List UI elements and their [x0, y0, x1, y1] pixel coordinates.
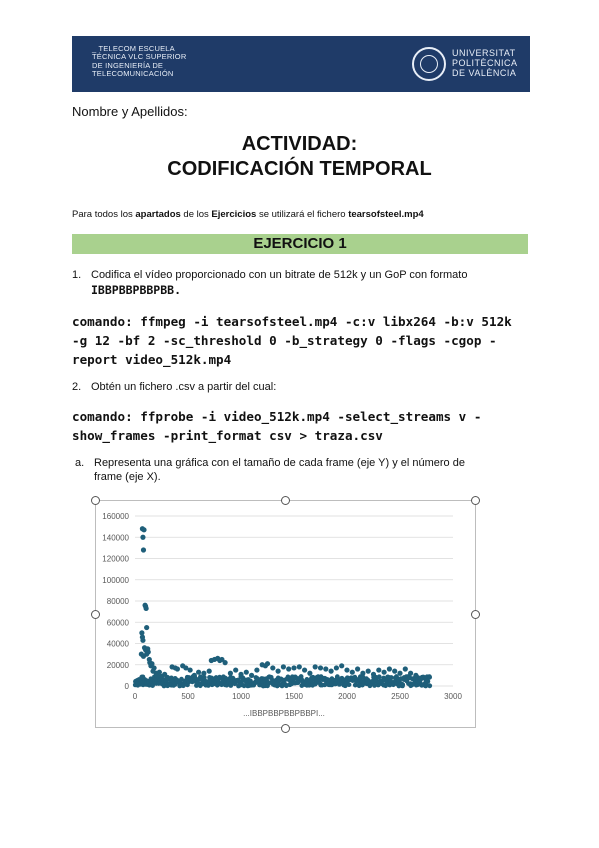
resize-handle[interactable]: [471, 610, 480, 619]
item-number: 1.: [72, 269, 82, 281]
data-point: [408, 671, 413, 676]
data-point: [419, 676, 424, 681]
intro-part: se utilizará el fichero: [256, 209, 349, 220]
y-tick-label: 120000: [102, 554, 129, 564]
chart-frame[interactable]: [95, 500, 476, 728]
exercise-heading: EJERCICIO 1: [72, 234, 528, 254]
command1-line: -g 12 -bf 2 -sc_threshold 0 -b_strategy 0 -flags -cgop -: [72, 333, 497, 348]
command1-line: report video_512k.mp4: [72, 352, 232, 367]
data-point: [307, 671, 312, 676]
activity-title: ACTIVIDAD:: [241, 133, 358, 155]
y-tick-label: 80000: [106, 597, 129, 606]
data-point: [291, 665, 296, 670]
resize-handle[interactable]: [91, 610, 100, 619]
data-point: [339, 663, 344, 668]
item-a-text: Representa una gráfica con el tamaño de cada frame (eje Y) y el número de: [94, 457, 465, 469]
data-point: [140, 638, 145, 643]
data-point: [347, 682, 352, 687]
resize-handle[interactable]: [91, 496, 100, 505]
item2-text: Obtén un fichero .csv a partir del cual:: [91, 381, 277, 393]
data-point: [377, 674, 382, 679]
data-point: [382, 670, 387, 675]
command2-line: comando: ffprobe -i video_512k.mp4 -select_streams v -: [72, 409, 482, 424]
resize-handle[interactable]: [471, 496, 480, 505]
y-tick-label: 40000: [106, 639, 129, 649]
data-point: [313, 664, 318, 669]
y-tick-label: 140000: [102, 533, 129, 543]
telecom-line: TÉCNICA VLC SUPERIOR: [92, 52, 187, 62]
telecom-logo-text: [92, 45, 186, 79]
data-point: [244, 670, 249, 675]
data-point: [334, 665, 339, 670]
data-point: [207, 669, 212, 674]
x-tick-label: 500: [181, 692, 195, 701]
data-point: [355, 666, 360, 671]
activity-subtitle: CODIFICACIÓN TEMPORAL: [167, 158, 432, 180]
data-point: [238, 672, 243, 677]
data-point: [413, 673, 418, 678]
data-point: [270, 665, 275, 670]
telecom-line: TELECOMUNICACIÓN: [92, 69, 174, 79]
data-point: [144, 606, 149, 611]
data-point: [188, 667, 193, 672]
data-point: [265, 661, 270, 666]
data-point: [318, 665, 323, 670]
data-point: [223, 660, 228, 665]
item-letter: a.: [75, 457, 85, 469]
data-point: [350, 670, 355, 675]
upv-line: UNIVERSITAT: [452, 48, 516, 58]
x-tick-label: 1500: [285, 692, 303, 701]
upv-seal-icon: [412, 47, 446, 81]
data-point: [254, 667, 259, 672]
data-point: [175, 666, 180, 671]
item-a-text: frame (eje X).: [94, 471, 161, 483]
data-point: [366, 669, 371, 674]
data-point: [144, 625, 149, 630]
data-point: [286, 666, 291, 671]
x-tick-label: 1000: [232, 692, 250, 701]
intro-bold: tearsofsteel.mp4: [348, 209, 424, 220]
data-point: [276, 669, 281, 674]
item1-text: Codifica el vídeo proporcionado con un bitrate de 512k y un GoP con formato: [91, 269, 468, 281]
intro-part: de los: [180, 209, 212, 220]
data-point: [397, 671, 402, 676]
command1-line: comando: ffmpeg -i tearsofsteel.mp4 -c:v libx264 -b:v 512k: [72, 314, 512, 329]
data-point: [424, 678, 429, 683]
x-tick-label: 2500: [391, 692, 409, 701]
data-point: [281, 664, 286, 669]
data-point: [151, 665, 156, 670]
data-point: [376, 667, 381, 672]
data-point: [141, 527, 146, 532]
telecom-line: _ TELECOM ESCUELA: [92, 44, 175, 53]
data-point: [323, 666, 328, 671]
y-tick-label: 60000: [106, 618, 129, 628]
intro-bold: Ejercicios: [211, 209, 257, 220]
data-point: [427, 683, 432, 688]
resize-handle[interactable]: [281, 496, 290, 505]
intro-text: [72, 209, 424, 220]
y-tick-label: 0: [124, 682, 129, 691]
data-point: [392, 669, 397, 674]
name-label: Nombre y Apellidos:: [72, 104, 188, 119]
upv-logo-text: [452, 48, 518, 78]
data-point: [389, 675, 394, 680]
x-axis-label: ...IBBPBBPBBPBBPI...: [243, 709, 325, 718]
data-point: [141, 547, 146, 552]
data-point: [146, 649, 151, 654]
data-point: [360, 671, 365, 676]
y-tick-label: 20000: [106, 660, 129, 670]
x-tick-label: 3000: [444, 692, 462, 701]
scatter-chart: [95, 500, 476, 728]
data-point: [164, 675, 169, 680]
upv-line: DE VALÈNCIA: [452, 68, 517, 78]
telecom-line: DE INGENIERÍA DE: [92, 60, 164, 70]
data-point: [196, 670, 201, 675]
intro-bold: apartados: [135, 209, 181, 220]
data-point: [329, 669, 334, 674]
x-tick-label: 0: [132, 692, 138, 701]
data-point: [297, 664, 302, 669]
data-point: [228, 671, 233, 676]
y-tick-label: 160000: [102, 512, 129, 521]
data-point: [344, 667, 349, 672]
data-point: [387, 666, 392, 671]
data-point: [249, 673, 254, 678]
data-point: [400, 683, 405, 688]
gop-format: IBBPBBPBBPBB.: [91, 283, 182, 297]
y-tick-label: 100000: [102, 575, 129, 585]
command2-line: show_frames -print_format csv > traza.csv: [72, 428, 383, 443]
resize-handle[interactable]: [281, 724, 290, 733]
upv-line: POLITÈCNICA: [452, 58, 518, 68]
data-point: [233, 667, 238, 672]
data-point: [192, 673, 197, 678]
intro-part: Para todos los: [72, 209, 136, 220]
data-point: [302, 667, 307, 672]
item-number: 2.: [72, 381, 82, 393]
data-point: [371, 672, 376, 677]
data-point: [299, 674, 304, 679]
header-banner: [72, 36, 530, 92]
data-point: [141, 654, 146, 659]
x-tick-label: 2000: [338, 692, 356, 701]
data-point: [140, 535, 145, 540]
data-point: [403, 666, 408, 671]
data-point: [201, 671, 206, 676]
